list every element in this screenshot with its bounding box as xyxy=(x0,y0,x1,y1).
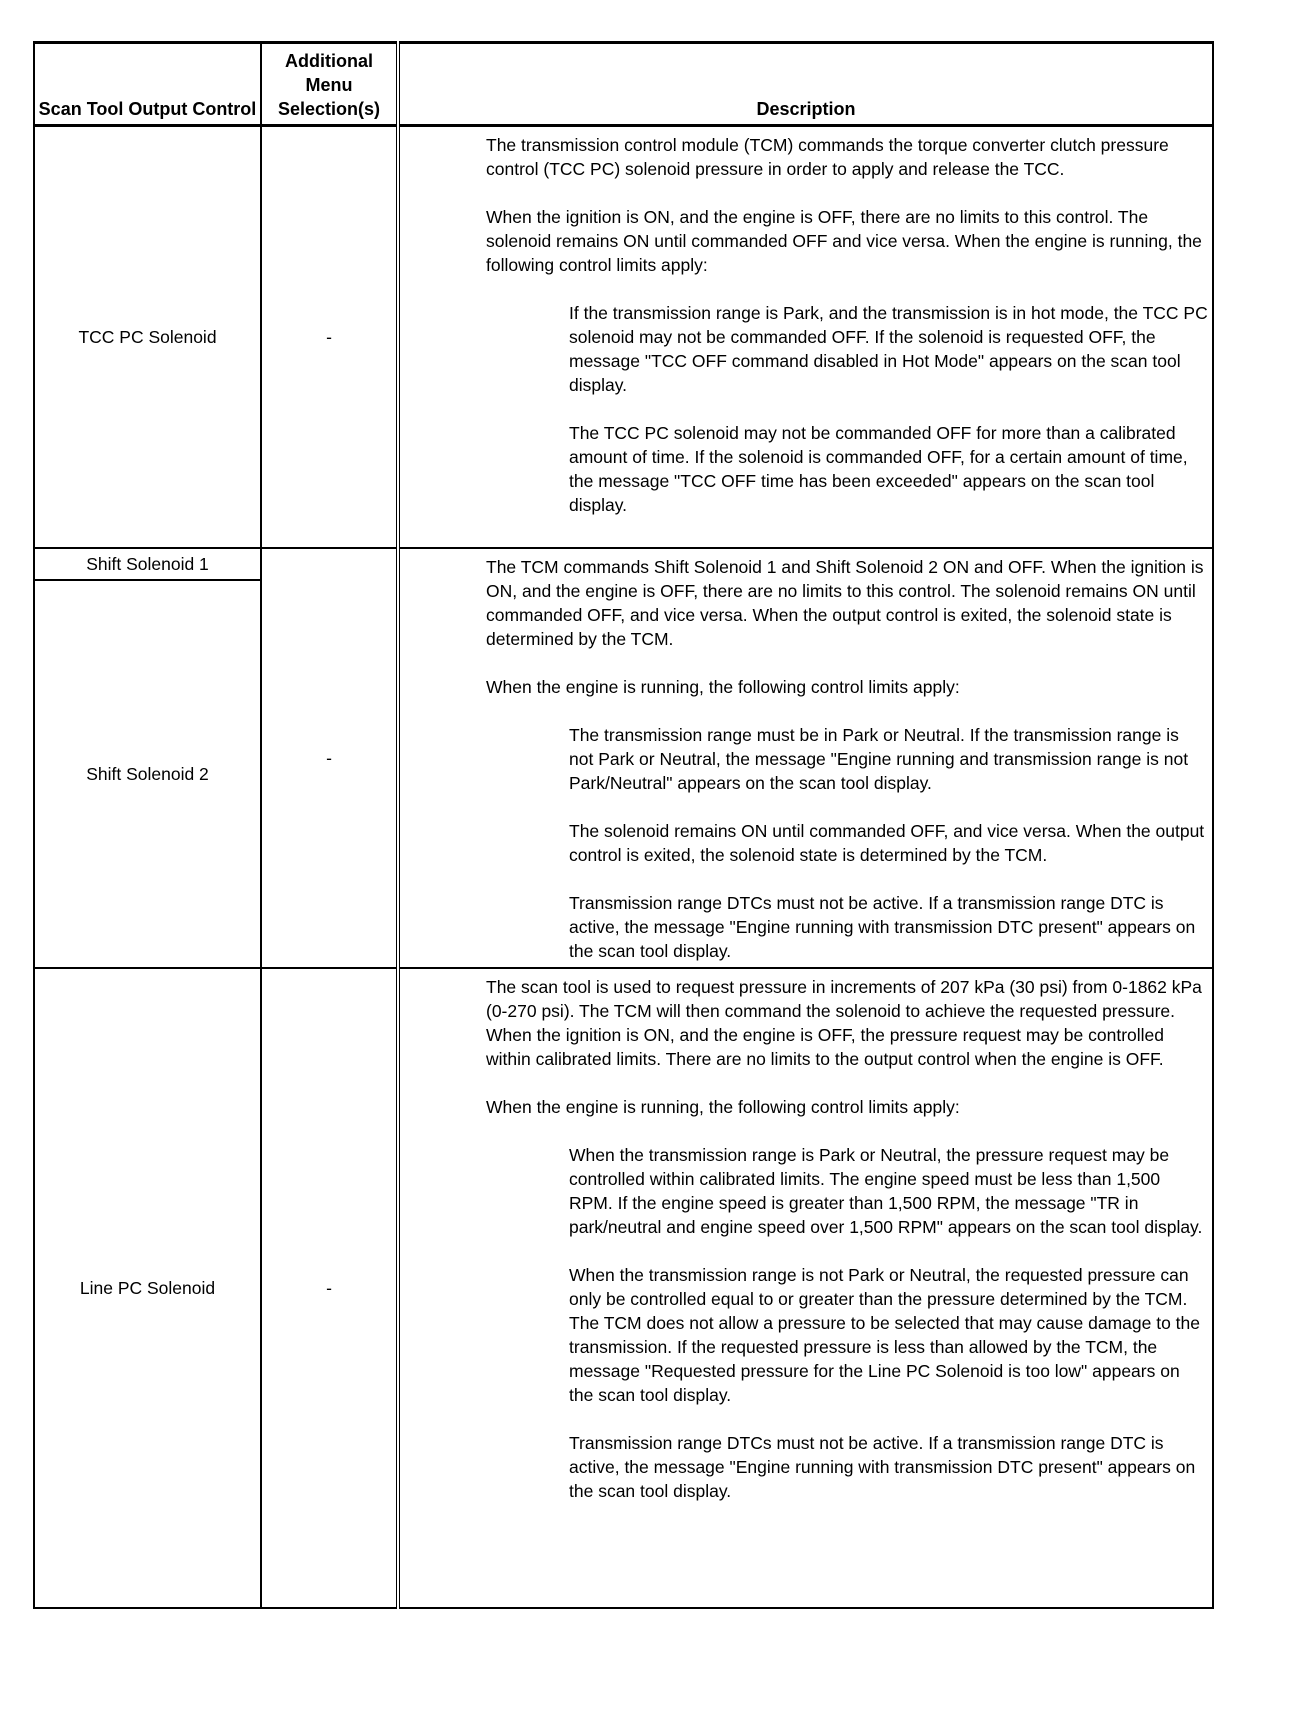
table-row-tcc-pc-solenoid xyxy=(34,126,1213,549)
table-header-row xyxy=(34,43,1213,126)
description-limit-paragraph: The transmission range must be in Park or Neutral. If the transmission range is not Park or Neutral, the message "Engine running and transmission range is not Park/Neutral" appears on the scan tool display. xyxy=(569,725,1189,793)
description-paragraph: The scan tool is used to request pressure in increments of 207 kPa (30 psi) from 0-1862 kPa (0-270 psi). The TCM will then command the solenoid to achieve the requested pressure. xyxy=(486,977,1202,1021)
cell-control-name: TCC PC Solenoid xyxy=(34,126,261,549)
cell-control-name: Shift Solenoid 2 xyxy=(34,580,261,968)
cell-description xyxy=(398,126,1213,549)
description-paragraph: When the engine is running, the following control limits apply: xyxy=(486,1097,960,1117)
description-paragraph: When the ignition is ON, and the engine is OFF, there are no limits to this control. The solenoid remains ON until commanded OFF and vice versa. When the engine is running, the following control limits apply: xyxy=(486,207,1202,275)
output-control-table xyxy=(33,41,1214,1609)
description-limit-paragraph: Transmission range DTCs must not be active. If a transmission range DTC is active, the message "Engine running with transmission DTC present" appears on the scan tool display. xyxy=(569,893,1196,961)
cell-description xyxy=(398,548,1213,968)
description-limit-paragraph: The TCC PC solenoid may not be commanded OFF for more than a calibrated amount of time. If the solenoid is commanded OFF, for a certain amount of time, the message "TCC OFF time has been exceeded" appears on the scan tool display. xyxy=(569,423,1188,515)
cell-menu-selection: - xyxy=(261,548,398,968)
cell-description xyxy=(398,968,1213,1608)
table-row-shift-solenoid-1 xyxy=(34,548,1213,580)
cell-control-name: Line PC Solenoid xyxy=(34,968,261,1608)
header-menu-selection: Additional Menu Selection(s) xyxy=(261,43,398,126)
description-limit-paragraph: Transmission range DTCs must not be active. If a transmission range DTC is active, the message "Engine running with transmission DTC present" appears on the scan tool display. xyxy=(569,1433,1196,1501)
description-limit-paragraph: When the transmission range is Park or Neutral, the pressure request may be controlled within calibrated limits. The engine speed must be less than 1,500 RPM. If the engine speed is greater than 1,500 RPM, the message "TR in park/neutral and engine speed over 1,500 RPM" appears on the scan tool display. xyxy=(569,1145,1203,1237)
description-limit-paragraph: When the transmission range is not Park or Neutral, the requested pressure can only be controlled equal to or greater than the pressure determined by the TCM. The TCM does not allow a pressure to be selected that may cause damage to the transmission. If the requested pressure is less than allowed by the TCM, the message "Requested pressure for the Line PC Solenoid is too low" appears on the scan tool display. xyxy=(569,1265,1200,1405)
description-paragraph: When the engine is running, the following control limits apply: xyxy=(486,677,960,697)
description-paragraph: The transmission control module (TCM) commands the torque converter clutch pressure control (TCC PC) solenoid pressure in order to apply and release the TCC. xyxy=(486,135,1169,179)
table-row-line-pc-solenoid xyxy=(34,968,1213,1608)
description-paragraph: When the ignition is ON, and the engine is OFF, the pressure request may be controlled within calibrated limits. There are no limits to the output control when the engine is OFF. xyxy=(486,1025,1164,1069)
header-output-control: Scan Tool Output Control xyxy=(34,43,261,126)
description-limit-paragraph: If the transmission range is Park, and the transmission is in hot mode, the TCC PC solenoid may not be commanded OFF. If the solenoid is requested OFF, the message "TCC OFF command disabled in Hot Mode" appears on the scan tool display. xyxy=(569,303,1208,395)
description-paragraph: The TCM commands Shift Solenoid 1 and Shift Solenoid 2 ON and OFF. When the ignition is ON, and the engine is OFF, there are no limits to this control. The solenoid remains ON until commanded OFF, and vice versa. When the output control is exited, the solenoid state is determined by the TCM. xyxy=(486,557,1204,649)
cell-menu-selection: - xyxy=(261,126,398,549)
header-description: Description xyxy=(398,43,1213,126)
description-limit-paragraph: The solenoid remains ON until commanded OFF, and vice versa. When the output control is exited, the solenoid state is determined by the TCM. xyxy=(569,821,1205,865)
cell-control-name: Shift Solenoid 1 xyxy=(34,548,261,580)
cell-menu-selection: - xyxy=(261,968,398,1608)
